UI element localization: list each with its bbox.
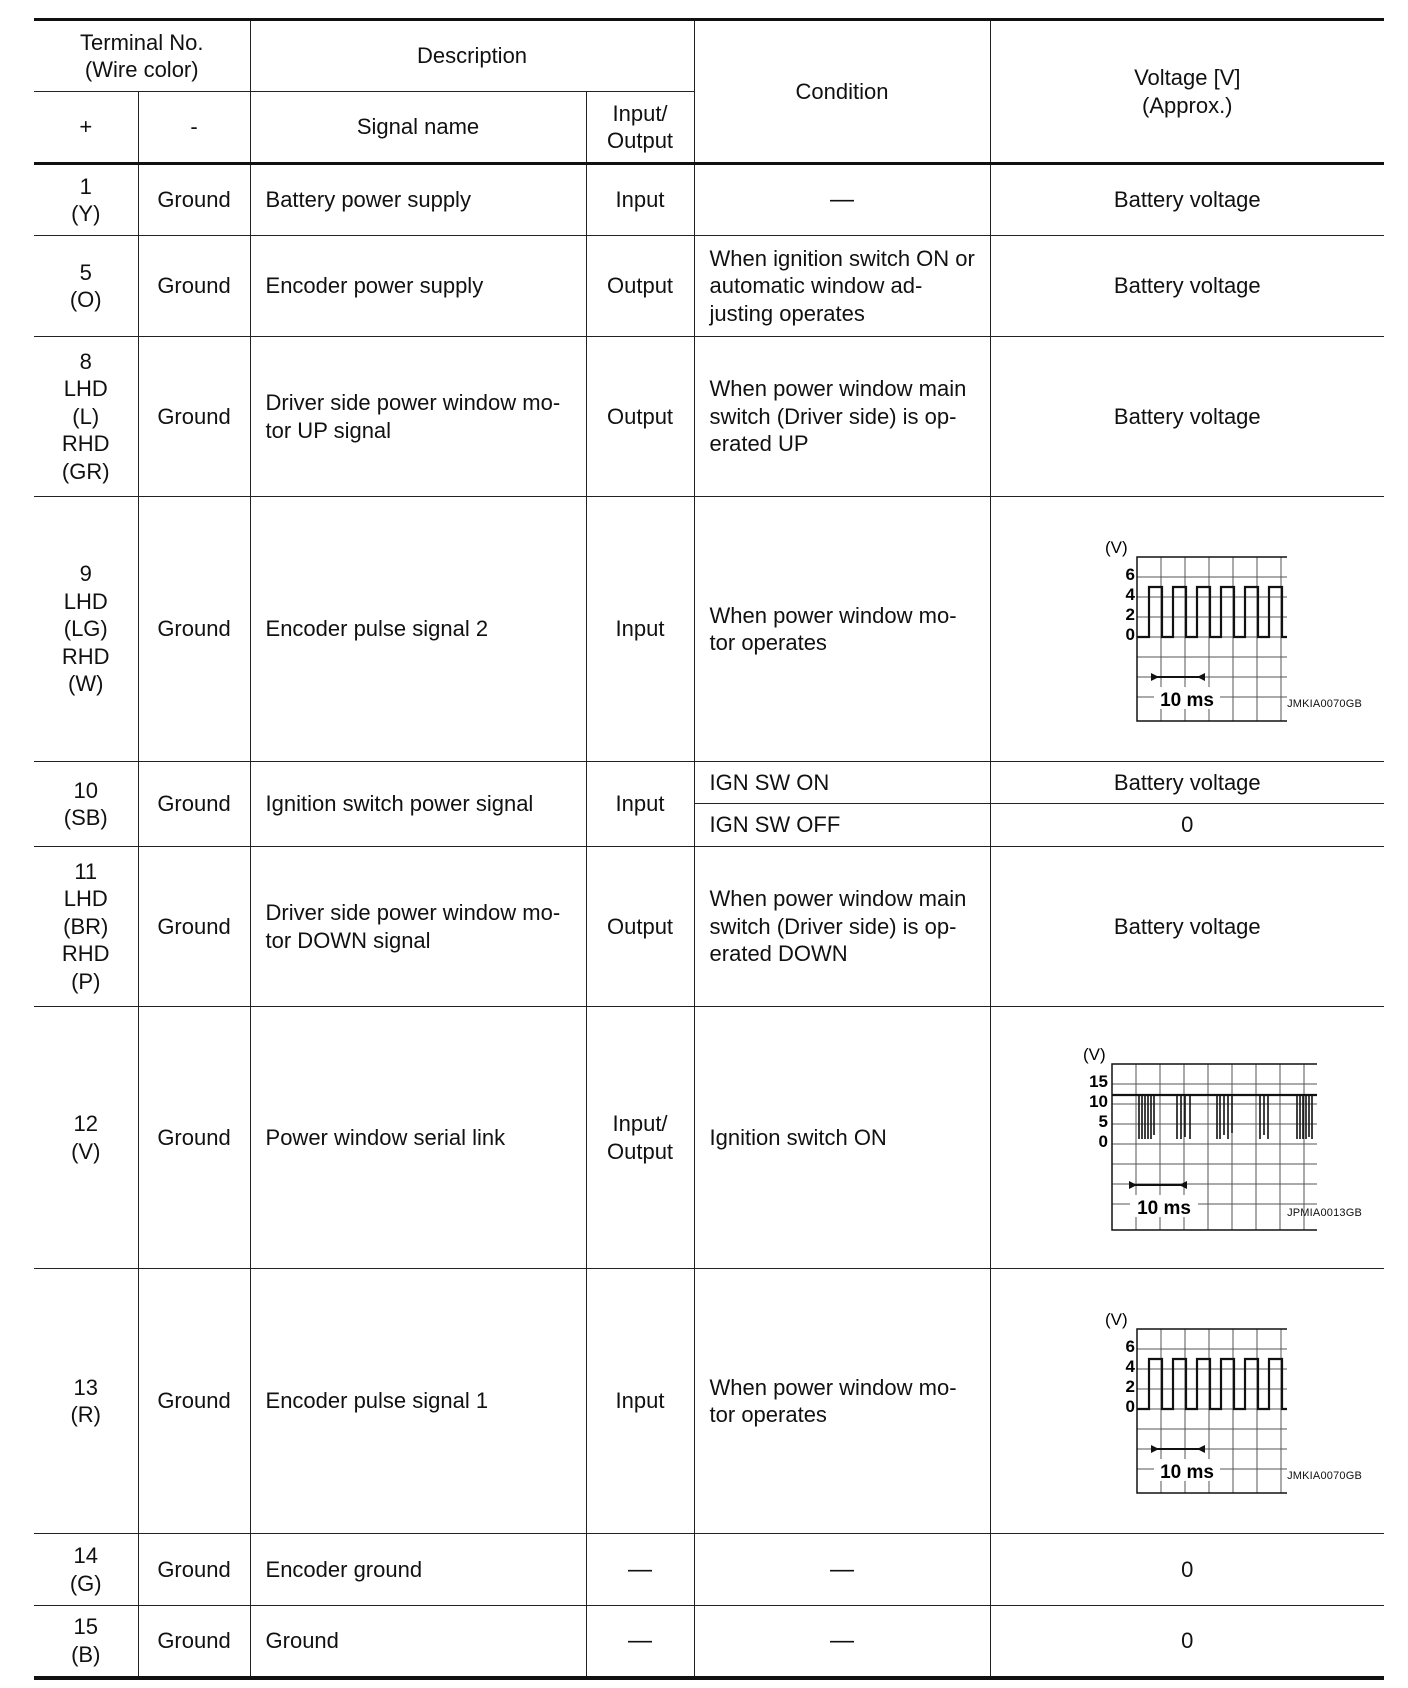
time-scale-label: 10 ms <box>1160 690 1215 711</box>
unit-label: (V) <box>1083 1044 1106 1064</box>
voltage-cell: 0 <box>990 804 1384 847</box>
signal-cell: Ignition switch power signal <box>250 762 586 847</box>
tick-label: 4 <box>1125 1357 1136 1376</box>
encoder-pulse-waveform <box>1087 534 1287 724</box>
tick-label: 2 <box>1125 1377 1136 1396</box>
unit-label: (V) <box>1105 538 1128 557</box>
terminal-cell: 13 (R) <box>34 1269 138 1534</box>
tick-label: 2 <box>1125 605 1136 624</box>
io-header: Input/ Output <box>586 92 694 164</box>
condition-cell: When ignition switch ON or automatic window ad-justing operates <box>694 236 990 337</box>
ground-cell: Ground <box>138 1534 250 1606</box>
tick-label: 5 <box>1098 1111 1109 1131</box>
signal-cell: Ground <box>250 1606 586 1678</box>
condition-cell: — <box>694 1606 990 1678</box>
voltage-cell: Battery voltage <box>990 236 1384 337</box>
table-row <box>34 1269 1384 1534</box>
condition-header: Condition <box>694 20 990 164</box>
ground-cell: Ground <box>138 497 250 762</box>
signal-cell: Encoder pulse signal 2 <box>250 497 586 762</box>
tick-label: 6 <box>1125 1337 1136 1356</box>
figure-code: JMKIA0070GB <box>1287 1470 1363 1483</box>
header-row-1 <box>34 20 1384 92</box>
terminal-cell: 15 (B) <box>34 1606 138 1678</box>
io-cell: Output <box>586 337 694 497</box>
waveform-cell <box>990 1269 1384 1534</box>
tick-label: 0 <box>1125 1397 1136 1416</box>
waveform-cell <box>990 1007 1384 1269</box>
voltage-cell: Battery voltage <box>990 337 1384 497</box>
ground-cell: Ground <box>138 236 250 337</box>
table-row <box>34 762 1384 804</box>
signal-cell: Driver side power window mo-tor UP signal <box>250 337 586 497</box>
plus-header: + <box>34 92 138 164</box>
table-row <box>34 164 1384 236</box>
signal-cell: Battery power supply <box>250 164 586 236</box>
signal-cell: Encoder ground <box>250 1534 586 1606</box>
minus-header: - <box>138 92 250 164</box>
io-cell: Input <box>586 497 694 762</box>
tick-label: 0 <box>1098 1131 1109 1151</box>
table-row <box>34 497 1384 762</box>
figure-code: JMKIA0070GB <box>1287 698 1363 711</box>
condition-cell: IGN SW OFF <box>694 804 990 847</box>
condition-cell: When power window mo-tor operates <box>694 497 990 762</box>
table-row <box>34 1534 1384 1606</box>
unit-label: (V) <box>1105 1310 1128 1329</box>
tick-label: 0 <box>1125 625 1136 644</box>
table-row <box>34 847 1384 1007</box>
condition-cell: Ignition switch ON <box>694 1007 990 1269</box>
terminal-cell: 9 LHD (LG) RHD (W) <box>34 497 138 762</box>
encoder-pulse-waveform <box>1087 1306 1287 1496</box>
terminal-table <box>34 18 1384 1680</box>
tick-label: 10 <box>1089 1091 1109 1111</box>
waveform-cell <box>990 497 1384 762</box>
terminal-cell: 12 (V) <box>34 1007 138 1269</box>
terminal-cell: 8 LHD (L) RHD (GR) <box>34 337 138 497</box>
voltage-cell: 0 <box>990 1606 1384 1678</box>
io-cell: — <box>586 1606 694 1678</box>
io-cell: Input/ Output <box>586 1007 694 1269</box>
table-row <box>34 236 1384 337</box>
tick-label: 15 <box>1089 1071 1109 1091</box>
condition-cell: — <box>694 1534 990 1606</box>
table-row <box>34 1007 1384 1269</box>
condition-cell: When power window mo-tor operates <box>694 1269 990 1534</box>
io-cell: Output <box>586 847 694 1007</box>
terminal-cell: 14 (G) <box>34 1534 138 1606</box>
signal-cell: Encoder pulse signal 1 <box>250 1269 586 1534</box>
ground-cell: Ground <box>138 337 250 497</box>
io-cell: Input <box>586 762 694 847</box>
voltage-header: Voltage [V] (Approx.) <box>990 20 1384 164</box>
condition-cell: When power window main switch (Driver side) is op-erated UP <box>694 337 990 497</box>
table-row <box>34 1606 1384 1678</box>
voltage-cell: 0 <box>990 1534 1384 1606</box>
condition-cell: When power window main switch (Driver side) is op-erated DOWN <box>694 847 990 1007</box>
terminal-cell: 1 (Y) <box>34 164 138 236</box>
voltage-cell: Battery voltage <box>990 164 1384 236</box>
ground-cell: Ground <box>138 164 250 236</box>
io-cell: Input <box>586 164 694 236</box>
condition-cell: — <box>694 164 990 236</box>
io-cell: — <box>586 1534 694 1606</box>
tick-label: 6 <box>1125 565 1136 584</box>
terminal-cell: 10 (SB) <box>34 762 138 847</box>
signal-name-header: Signal name <box>250 92 586 164</box>
signal-cell: Encoder power supply <box>250 236 586 337</box>
ground-cell: Ground <box>138 1606 250 1678</box>
time-scale-label: 10 ms <box>1160 1462 1215 1483</box>
ground-cell: Ground <box>138 1007 250 1269</box>
voltage-cell: Battery voltage <box>990 762 1384 804</box>
voltage-cell: Battery voltage <box>990 847 1384 1007</box>
terminal-cell: 11 LHD (BR) RHD (P) <box>34 847 138 1007</box>
condition-cell: IGN SW ON <box>694 762 990 804</box>
figure-code: JPMIA0013GB <box>1287 1206 1363 1219</box>
signal-cell: Power window serial link <box>250 1007 586 1269</box>
ground-cell: Ground <box>138 762 250 847</box>
ground-cell: Ground <box>138 1269 250 1534</box>
description-header: Description <box>250 20 694 92</box>
terminal-cell: 5 (O) <box>34 236 138 337</box>
io-cell: Input <box>586 1269 694 1534</box>
table-row <box>34 337 1384 497</box>
time-scale-label: 10 ms <box>1137 1197 1192 1219</box>
tick-label: 4 <box>1125 585 1136 604</box>
signal-cell: Driver side power window mo-tor DOWN signal <box>250 847 586 1007</box>
ground-cell: Ground <box>138 847 250 1007</box>
serial-link-waveform <box>1057 1043 1317 1233</box>
io-cell: Output <box>586 236 694 337</box>
terminal-no-header: Terminal No. (Wire color) <box>34 20 250 92</box>
